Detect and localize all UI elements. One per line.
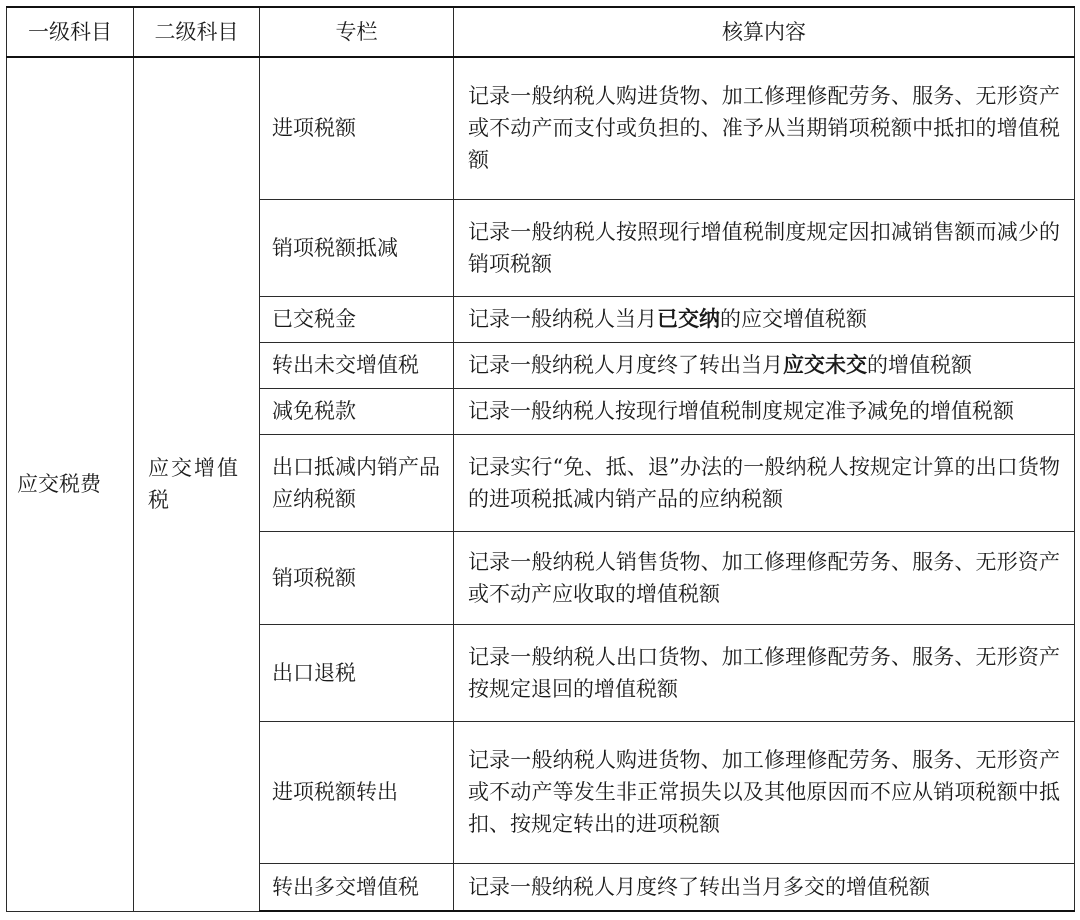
content-text: 记录一般纳税人月度终了转出当月 [468, 353, 783, 377]
content-cell: 记录一般纳税人按现行增值税制度规定准予减免的增值税额 [454, 388, 1075, 434]
content-cell [454, 296, 1075, 342]
content-cell: 记录一般纳税人月度终了转出当月多交的增值税额 [454, 863, 1075, 911]
content-cell: 记录一般纳税人按照现行增值税制度规定因扣减销售额而减少的销项税额 [454, 199, 1075, 296]
content-text: 的增值税额 [867, 353, 972, 377]
content-cell: 记录一般纳税人购进货物、加工修理修配劳务、服务、无形资产或不动产而支付或负担的、准予从当期销项税额中抵扣的增值税额 [454, 57, 1075, 199]
column-cell: 转出多交增值税 [260, 863, 454, 911]
column-cell: 转出未交增值税 [260, 342, 454, 388]
vat-accounts-table [6, 6, 1075, 912]
header-column: 专栏 [260, 7, 454, 57]
column-cell: 出口抵减内销产品应纳税额 [260, 434, 454, 531]
header-content: 核算内容 [454, 7, 1075, 57]
column-cell: 销项税额 [260, 531, 454, 624]
header-second-level: 二级科目 [134, 7, 260, 57]
column-cell: 进项税额转出 [260, 721, 454, 863]
content-cell: 记录一般纳税人出口货物、加工修理修配劳务、服务、无形资产按规定退回的增值税额 [454, 624, 1075, 721]
content-emphasis: 应交未交 [783, 352, 867, 377]
content-text: 的应交增值税额 [720, 307, 867, 331]
column-cell: 销项税额抵减 [260, 199, 454, 296]
column-cell: 出口退税 [260, 624, 454, 721]
second-level-cell: 应交增值税 [134, 57, 260, 911]
content-emphasis: 已交纳 [657, 306, 720, 331]
first-level-cell: 应交税费 [7, 57, 134, 911]
table-header-row [7, 7, 1075, 57]
content-cell: 记录实行“免、抵、退”办法的一般纳税人按规定计算的出口货物的进项税抵减内销产品的应纳税额 [454, 434, 1075, 531]
column-cell: 已交税金 [260, 296, 454, 342]
content-text: 记录一般纳税人当月 [468, 307, 657, 331]
content-cell [454, 342, 1075, 388]
content-cell: 记录一般纳税人购进货物、加工修理修配劳务、服务、无形资产或不动产等发生非正常损失以及其他原因而不应从销项税额中抵扣、按规定转出的进项税额 [454, 721, 1075, 863]
column-cell: 减免税款 [260, 388, 454, 434]
column-cell: 进项税额 [260, 57, 454, 199]
content-cell: 记录一般纳税人销售货物、加工修理修配劳务、服务、无形资产或不动产应收取的增值税额 [454, 531, 1075, 624]
table-row [7, 57, 1075, 199]
header-first-level: 一级科目 [7, 7, 134, 57]
